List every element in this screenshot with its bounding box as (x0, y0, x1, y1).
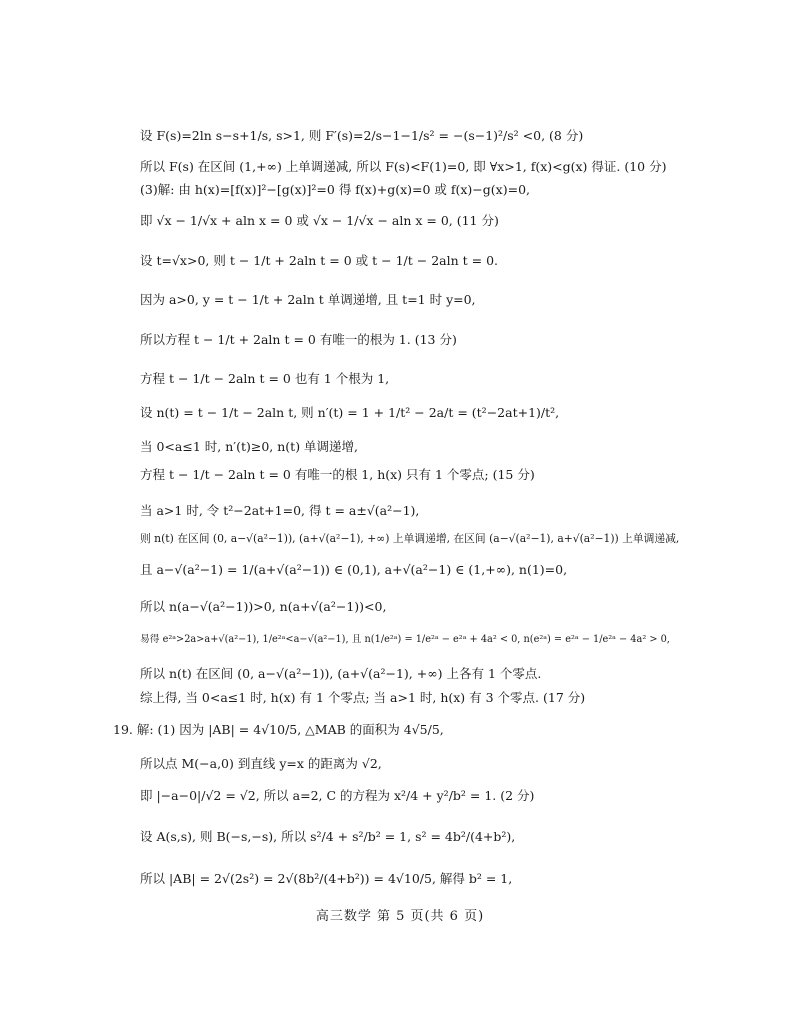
text-line: 综上得, 当 0<a≤1 时, h(x) 有 1 个零点; 当 a>1 时, h(x) 有 3 个零点. (17 分) (140, 690, 586, 705)
text-line: 当 0<a≤1 时, n′(t)≥0, n(t) 单调递增, (140, 439, 359, 454)
text-line: 即 |−a−0|/√2 = √2, 所以 a=2, C 的方程为 x²/4 + y²/b² = 1. (2 分) (140, 788, 535, 803)
text-line: 所以 n(a−√(a²−1))>0, n(a+√(a²−1))<0, (140, 599, 387, 614)
text-line: 因为 a>0, y = t − 1/t + 2aln t 单调递增, 且 t=1 时 y=0, (140, 292, 476, 307)
text-line: 设 F(s)=2ln s−s+1/s, s>1, 则 F′(s)=2/s−1−1/s² = −(s−1)²/s² <0, (8 分) (140, 128, 584, 143)
text-line: 所以 n(t) 在区间 (0, a−√(a²−1)), (a+√(a²−1), +∞) 上各有 1 个零点. (140, 666, 542, 681)
text-line: (3)解: 由 h(x)=[f(x)]²−[g(x)]²=0 得 f(x)+g(x)=0 或 f(x)−g(x)=0, (140, 182, 530, 197)
text-line: 即 √x − 1/√x + aln x = 0 或 √x − 1/√x − aln x = 0, (11 分) (140, 213, 499, 228)
text-line: 且 a−√(a²−1) = 1/(a+√(a²−1)) ∈ (0,1), a+√(a²−1) ∈ (1,+∞), n(1)=0, (140, 562, 568, 577)
text-line: 设 n(t) = t − 1/t − 2aln t, 则 n′(t) = 1 + 1/t² − 2a/t = (t²−2at+1)/t², (140, 405, 560, 420)
text-line: 方程 t − 1/t − 2aln t = 0 也有 1 个根为 1, (140, 371, 390, 386)
text-line: 19. 解: (1) 因为 |AB| = 4√10/5, △MAB 的面积为 4√5/5, (113, 722, 444, 737)
text-line: 设 A(s,s), 则 B(−s,−s), 所以 s²/4 + s²/b² = 1, s² = 4b²/(4+b²), (140, 829, 516, 844)
text-line: 则 n(t) 在区间 (0, a−√(a²−1)), (a+√(a²−1), +∞) 上单调递增, 在区间 (a−√(a²−1), a+√(a²−1)) 上单调递减, (140, 532, 680, 545)
text-line: 所以方程 t − 1/t + 2aln t = 0 有唯一的根为 1. (13 分) (140, 332, 457, 347)
text-line: 所以 F(s) 在区间 (1,+∞) 上单调递减, 所以 F(s)<F(1)=0, 即 ∀x>1, f(x)<g(x) 得证. (10 分) (140, 159, 667, 174)
text-line: 所以点 M(−a,0) 到直线 y=x 的距离为 √2, (140, 756, 382, 771)
text-line: 易得 e²ᵃ>2a>a+√(a²−1), 1/e²ᵃ<a−√(a²−1), 且 n(1/e²ᵃ) = 1/e²ᵃ − e²ᵃ + 4a² < 0, n(e²ᵃ) = e²ᵃ − 1/e²ᵃ − 4a² > 0, (140, 634, 670, 645)
text-line: 方程 t − 1/t − 2aln t = 0 有唯一的根 1, h(x) 只有 1 个零点; (15 分) (140, 467, 535, 482)
page-footer: 高三数学 第 5 页(共 6 页) (315, 909, 485, 924)
text-line: 所以 |AB| = 2√(2s²) = 2√(8b²/(4+b²)) = 4√10/5, 解得 b² = 1, (140, 871, 513, 886)
text-line: 设 t=√x>0, 则 t − 1/t + 2aln t = 0 或 t − 1/t − 2aln t = 0. (140, 253, 499, 268)
text-line: 当 a>1 时, 令 t²−2at+1=0, 得 t = a±√(a²−1), (140, 503, 420, 518)
